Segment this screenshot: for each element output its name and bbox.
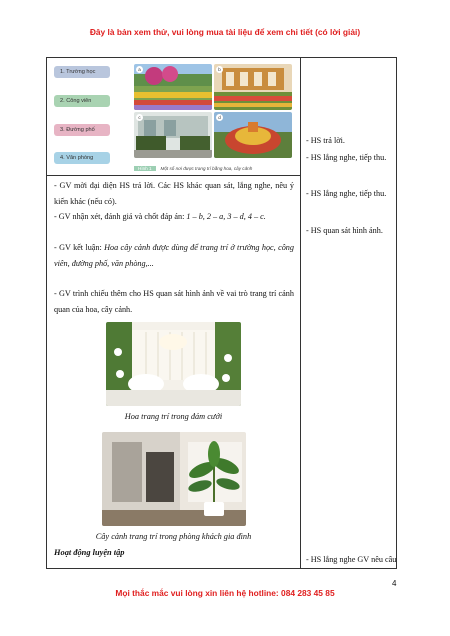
student-answer: - HS trả lời. [306,136,345,145]
paragraph-slideshow: - GV trình chiếu thêm cho HS quan sát hình ảnh về vai trò trang trí cảnh quan của hoa, cây cảnh. [54,289,294,314]
living-room-caption: Cây cảnh trang trí trong phòng khách gia đình [95,532,252,541]
paragraph-teacher-invite: - GV mời đại diện HS trả lời. Các HS khác quan sát, lắng nghe, nêu ý kiến khác (nếu có). [54,181,294,206]
teacher-activity-column [47,58,300,568]
label-park: 2. Công viên [54,95,110,107]
page-number: 4 [392,579,397,588]
figure-caption [134,166,252,171]
living-room-plant-image [102,432,246,526]
photo-b [214,64,292,110]
lesson-table [46,57,397,569]
student-listen-question: - HS lắng nghe GV nêu câu [306,555,397,564]
photo-c-letter: c [136,114,143,121]
figure-caption-tag: Hình 1 [134,166,156,171]
places-figure [54,62,294,175]
answer-prefix: - GV nhận xét, đánh giá và chốt đáp án: [54,212,187,221]
preview-banner: Đây là bản xem thử, vui lòng mua tài liệu để xem chi tiết (có lời giải) [89,27,361,37]
conclusion-prefix: - GV kết luận: [54,243,105,252]
paragraph-answer [54,209,294,225]
paragraph-conclusion [54,240,294,271]
student-observe: - HS quan sát hình ảnh. [306,226,383,235]
figure-caption-text: Một số nơi được trang trí bằng hoa, cây cảnh [160,166,253,171]
student-listen-1: - HS lắng nghe, tiếp thu. [306,153,387,162]
label-school: 1. Trường học [54,66,110,78]
photo-a [134,64,212,110]
photo-a-letter: a [136,66,143,73]
wedding-flowers-image [106,322,241,406]
practice-activity-heading: Hoạt động luyện tập [54,548,125,557]
hotline-banner: Mọi thắc mắc vui lòng xin liên hệ hotline: 084 283 45 85 [115,588,335,598]
row-divider [47,175,300,176]
student-listen-2: - HS lắng nghe, tiếp thu. [306,189,387,198]
photo-b-letter: b [216,66,223,73]
photo-d-letter: d [216,114,223,121]
photo-c [134,112,212,158]
photo-d [214,112,292,158]
student-activity-column [301,58,397,568]
label-street: 3. Đường phố [54,124,110,136]
answer-key: 1 – b, 2 – a, 3 – d, 4 – c. [186,212,266,221]
label-office: 4. Văn phòng [54,152,110,164]
wedding-caption: Hoa trang trí trong đám cưới [124,412,223,421]
conclusion-text: Hoa cây cảnh được dùng để trang trí ở trường học, công viên, đường phố, văn phòng,... [54,243,294,268]
